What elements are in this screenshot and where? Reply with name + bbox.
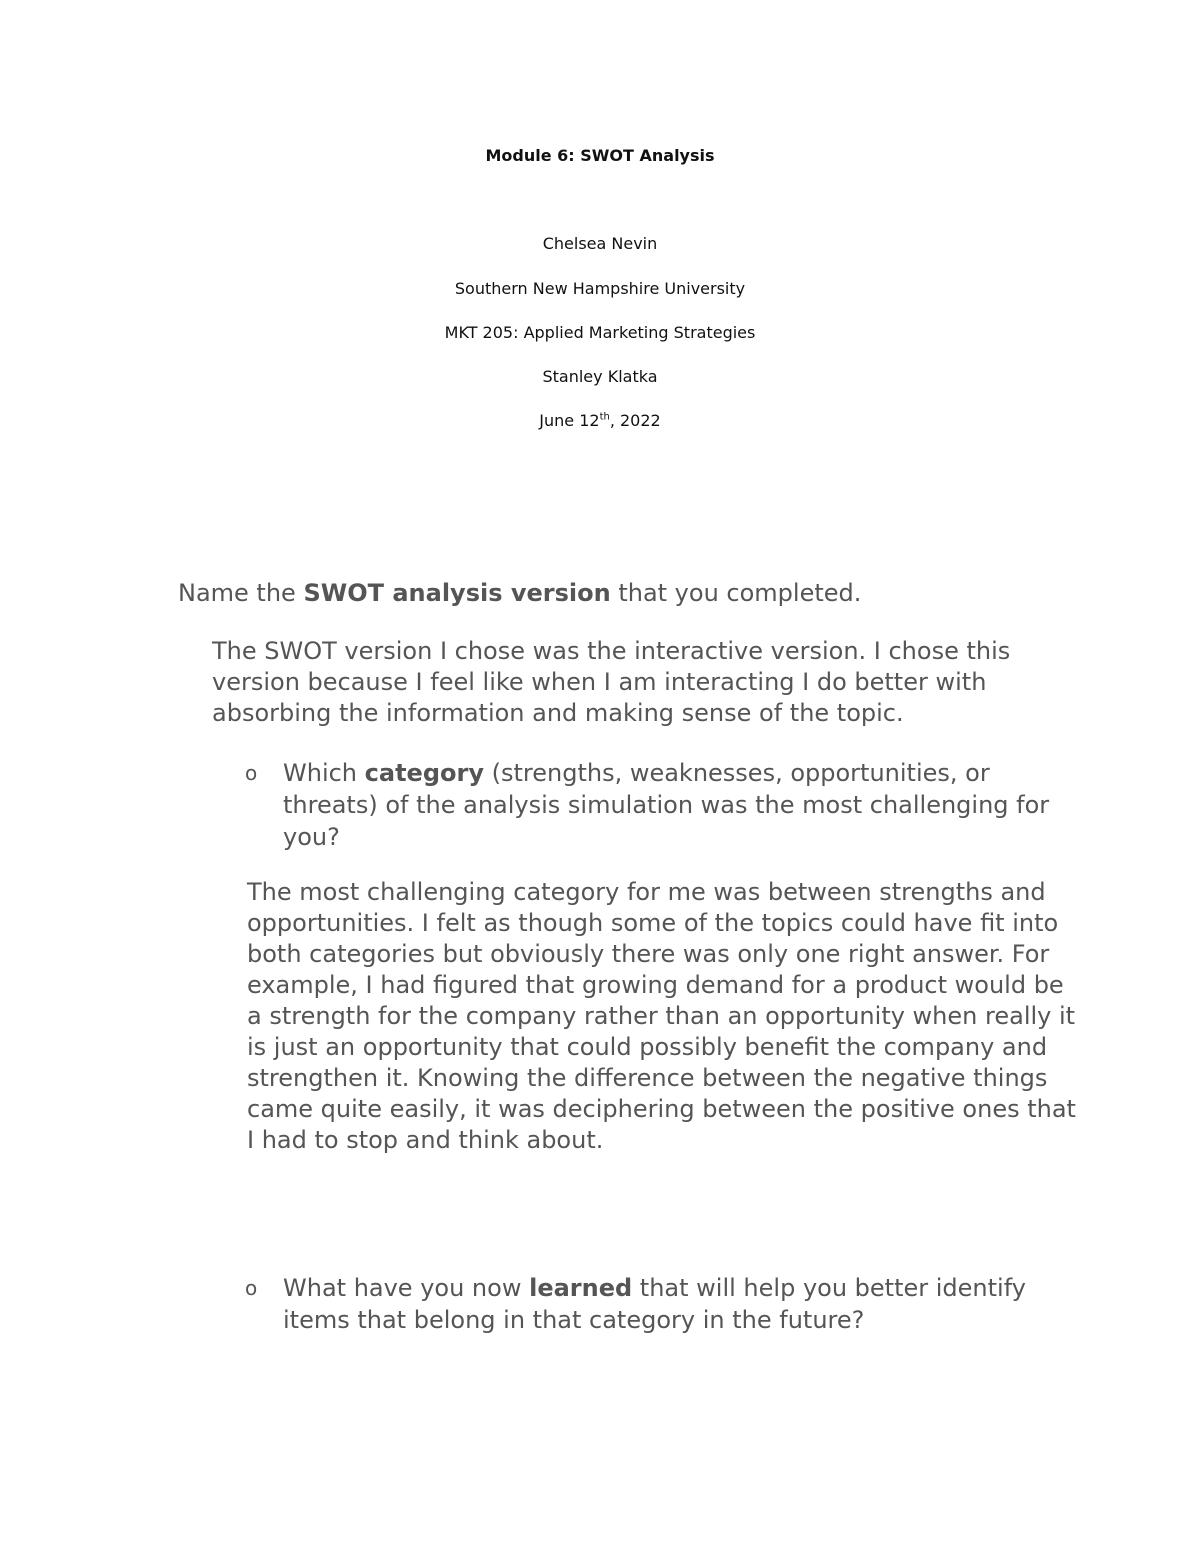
question1-post: that you completed.: [610, 579, 862, 607]
bullet1-pre: Which: [283, 759, 365, 787]
question1-pre: Name the: [178, 579, 304, 607]
bullet2-post: that will help you better identify items that belong in that category in the future?: [283, 1274, 1026, 1334]
bullet1-text: [283, 757, 1083, 853]
date-superscript: th: [599, 411, 610, 423]
bullet2-text: [283, 1272, 1083, 1336]
answer-swot-version: The SWOT version I chose was the interactive version. I chose this version because I feel like when I am interacting I do better with absorbing the information and making sense of the topic.: [212, 637, 1011, 727]
document-title: Module 6: SWOT Analysis: [485, 146, 715, 165]
date-main: June 12: [539, 411, 600, 430]
bullet2-bold: learned: [529, 1274, 633, 1302]
bullet-marker: o: [245, 761, 258, 785]
bullet1-post: (strengths, weaknesses, opportunities, or threats) of the analysis simulation was the most challenging for you?: [283, 759, 1050, 851]
bullet2-pre: What have you now: [283, 1274, 530, 1302]
bullet-marker: o: [245, 1276, 258, 1300]
school-name: Southern New Hampshire University: [454, 279, 746, 298]
document-date: [0, 411, 1200, 430]
course-name: MKT 205: Applied Marketing Strategies: [444, 323, 756, 342]
author-name: Chelsea Nevin: [542, 234, 658, 253]
question-swot-version: [178, 578, 1078, 609]
question1-bold: SWOT analysis version: [303, 579, 611, 607]
answer-category: The most challenging category for me was between strengths and opportunities. I felt as though some of the topics could have fit into both categories but obviously there was only one right answer. For example, I had figured that growing demand for a product would be a strength for the company rather than an opportunity when really it is just an opportunity that could possibly benefit the company and strengthen it. Knowing the difference between the negative things came quite easily, it was deciphering between the positive ones that I had to stop and think about.: [247, 878, 1076, 1154]
instructor-name: Stanley Klatka: [542, 367, 658, 386]
bullet1-bold: category: [364, 759, 484, 787]
date-year: , 2022: [609, 411, 661, 430]
